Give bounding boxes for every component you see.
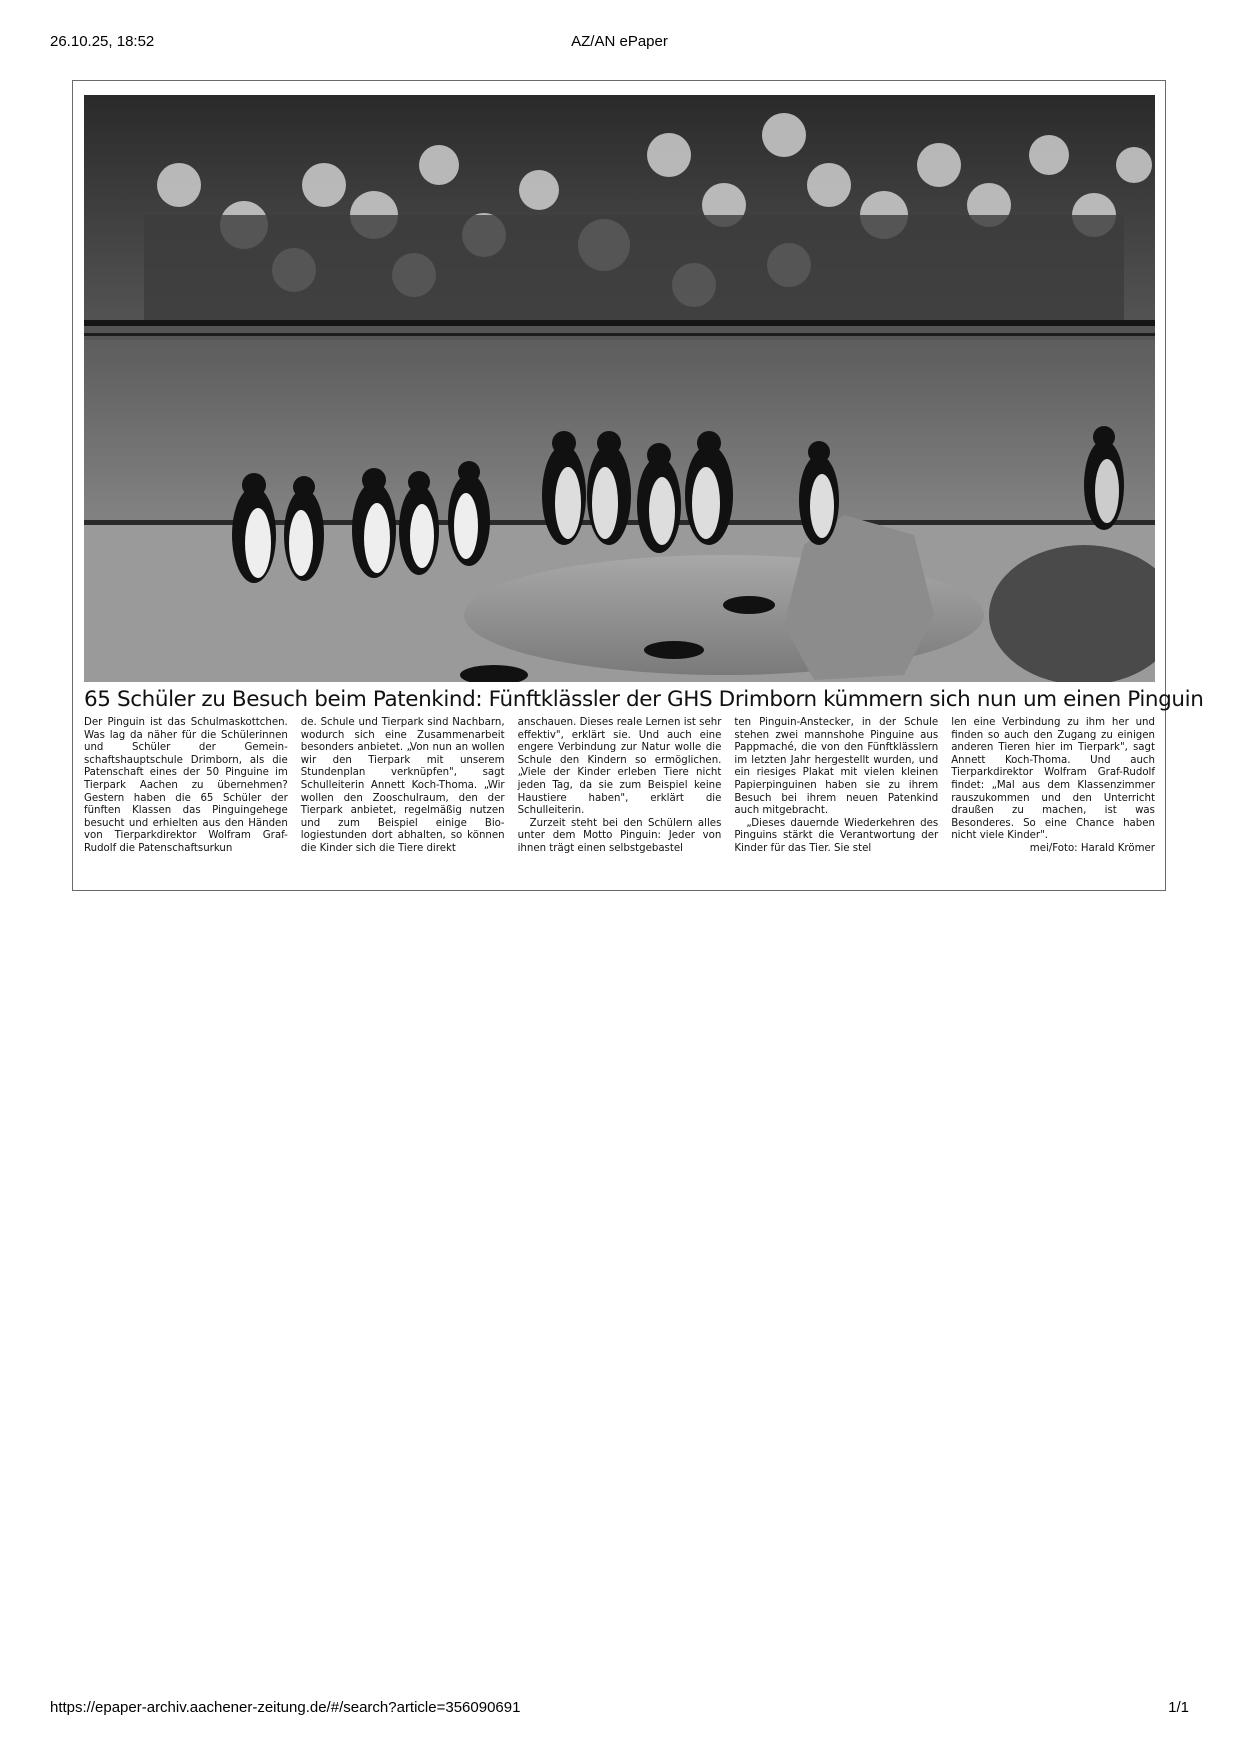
article-column-3 [518,717,722,885]
paragraph: „Dieses dauernde Wiederkehren des Pinguins stärkt die Verantwortung der Kinder für das Tier. Sie stel [734,817,939,854]
article-body [84,717,1155,885]
article-column-5 [951,717,1155,885]
article-photo [84,95,1155,682]
print-footer [50,1699,1189,1719]
print-page-number: 1/1 [1168,1699,1189,1716]
print-page-title: AZ/AN ePaper [571,33,668,50]
paragraph: Zurzeit steht bei den Schülern alles unter dem Motto Pinguin: Jeder von ihnen trägt einen selbstgebastel [517,817,722,854]
article-column-4 [734,717,938,885]
paragraph: de. Schule und Tierpark sind Nachbarn, wodurch sich eine Zusammenarbeit besonders anbietet. „Von nun an wollen wir den Tierpark mit unserem Stundenplan verknüpfen", sagt Schulleiterin Annett Koch-Thoma. „Wir wollen den Zooschulraum, den der Tierpark anbietet, regelmäßig nutzen und zum Beispiel einige Biologiestunden dort abhalten, so können die Kinder sich die Tiere direkt [300,717,505,854]
print-datetime: 26.10.25, 18:52 [50,33,155,50]
newspaper-clipping [72,80,1204,891]
article-column-2 [301,717,505,885]
print-url: https://epaper-archiv.aachener-zeitung.de/#/search?article=356090691 [50,1699,521,1716]
article-column-1 [84,717,288,885]
paragraph: len eine Verbindung zu ihm her und finden so auch den Zugang zu einigen anderen Tieren hier im Tierpark", sagt Annett Koch-Thoma. Und auch Tierparkdirektor Wolfram Graf-Rudolf findet: „Mal aus dem Klassenzimmer rauszukommen und den Unterricht draußen zu machen, ist was Besonderes. So eine Chance haben nicht viele Kinder". [951,717,1155,842]
print-header [50,33,1189,53]
paragraph: Der Pinguin ist das Schulmaskottchen. Was lag da näher für die Schülerinnen und Schüler der Gemeinschaftshauptschule Drimborn, als die Patenschaft eines der 50 Pinguine im Tierpark Aachen zu übernehmen? Gestern haben die 65 Schüler der fünften Klassen das Pinguingehege besucht und erhielten aus den Händen von Tierparkdirektor Wolfram Graf-Rudolf die Patenschaftsurkun [84,717,288,854]
paragraph: anschauen. Dieses reale Lernen ist sehr effektiv", erklärt sie. Und auch eine engere Verbindung zur Natur wolle die Schule den Kindern so ermöglichen. „Viele der Kinder erleben Tiere nicht jeden Tag, da sie zum Beispiel keine Haustiere haben", erklärt die Schulleiterin. [517,717,722,817]
photo-credit: mei/Foto: Harald Krömer [1029,842,1155,854]
paragraph: ten Pinguin-Anstecker, in der Schule stehen zwei mannshohe Pinguine aus Pappmaché, die von den Fünftklässlern im letzten Jahr hergestellt wurden, und ein riesiges Plakat mit vielen kleinen Papierpinguinen haben sie zu ihrem Besuch bei ihrem neuen Patenkind auch mitgebracht. [734,717,939,817]
article-headline: 65 Schüler zu Besuch beim Patenkind: Fünftklässler der GHS Drimborn kümmern sich nun um einen Pinguin [84,687,1204,712]
penguin-enclosure-photo [84,95,1155,682]
